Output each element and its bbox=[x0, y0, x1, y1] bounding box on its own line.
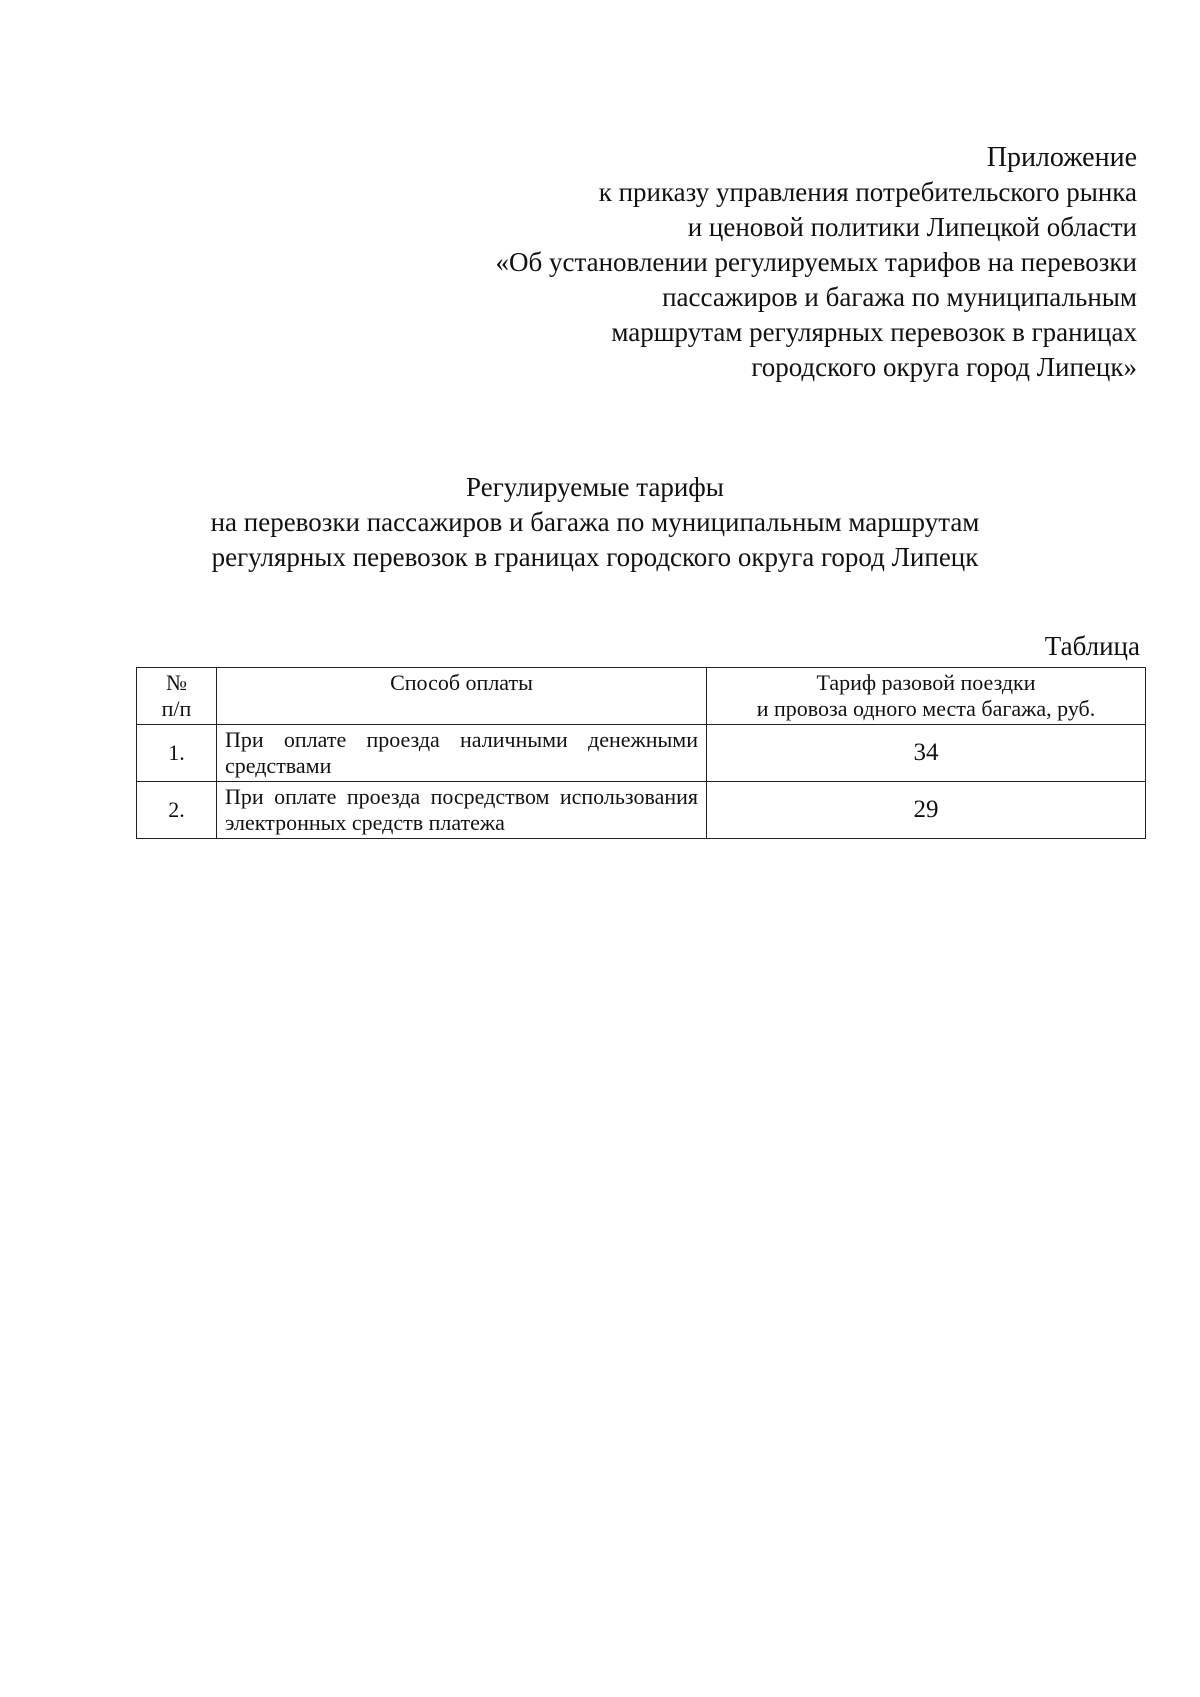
header-tariff bbox=[707, 668, 1146, 725]
document-title bbox=[140, 470, 1050, 575]
header-tariff-line: Тариф разовой поездки bbox=[816, 670, 1036, 695]
tariff-table bbox=[136, 667, 1146, 839]
header-method: Способ оплаты bbox=[217, 668, 707, 725]
row-payment-method: При оплате проезда посредством использования электронных средств платежа bbox=[217, 782, 707, 839]
table-label: Таблица bbox=[1044, 631, 1140, 661]
appendix-line: к приказу управления потребительского рынка bbox=[598, 177, 1137, 207]
appendix-line: и ценовой политики Липецкой области bbox=[687, 212, 1137, 242]
row-tariff-value: 29 bbox=[707, 782, 1146, 839]
row-number: 1. bbox=[137, 725, 217, 782]
document-title-line: Регулируемые тарифы bbox=[466, 472, 724, 502]
row-number: 2. bbox=[137, 782, 217, 839]
table-row bbox=[137, 782, 1146, 839]
header-tariff-line: и провоза одного места багажа, руб. bbox=[756, 696, 1096, 721]
header-number bbox=[137, 668, 217, 725]
header-number-symbol: № bbox=[166, 670, 187, 695]
appendix-line: маршрутам регулярных перевозок в границах bbox=[611, 317, 1137, 347]
appendix-title: Приложение bbox=[986, 142, 1137, 173]
appendix-line: «Об установлении регулируемых тарифов на перевозки bbox=[495, 247, 1137, 277]
row-payment-method: При оплате проезда наличными денежными средствами bbox=[217, 725, 707, 782]
header-number-abbr: п/п bbox=[161, 696, 192, 721]
document-title-line: регулярных перевозок в границах городского округа город Липецк bbox=[211, 542, 979, 572]
appendix-line: городского округа город Липецк» bbox=[751, 352, 1137, 382]
table-row bbox=[137, 725, 1146, 782]
document-title-line: на перевозки пассажиров и багажа по муниципальным маршрутам bbox=[210, 507, 980, 537]
table-header-row bbox=[137, 668, 1146, 725]
appendix-line: пассажиров и багажа по муниципальным bbox=[662, 282, 1137, 312]
row-tariff-value: 34 bbox=[707, 725, 1146, 782]
appendix-header bbox=[417, 140, 1137, 385]
